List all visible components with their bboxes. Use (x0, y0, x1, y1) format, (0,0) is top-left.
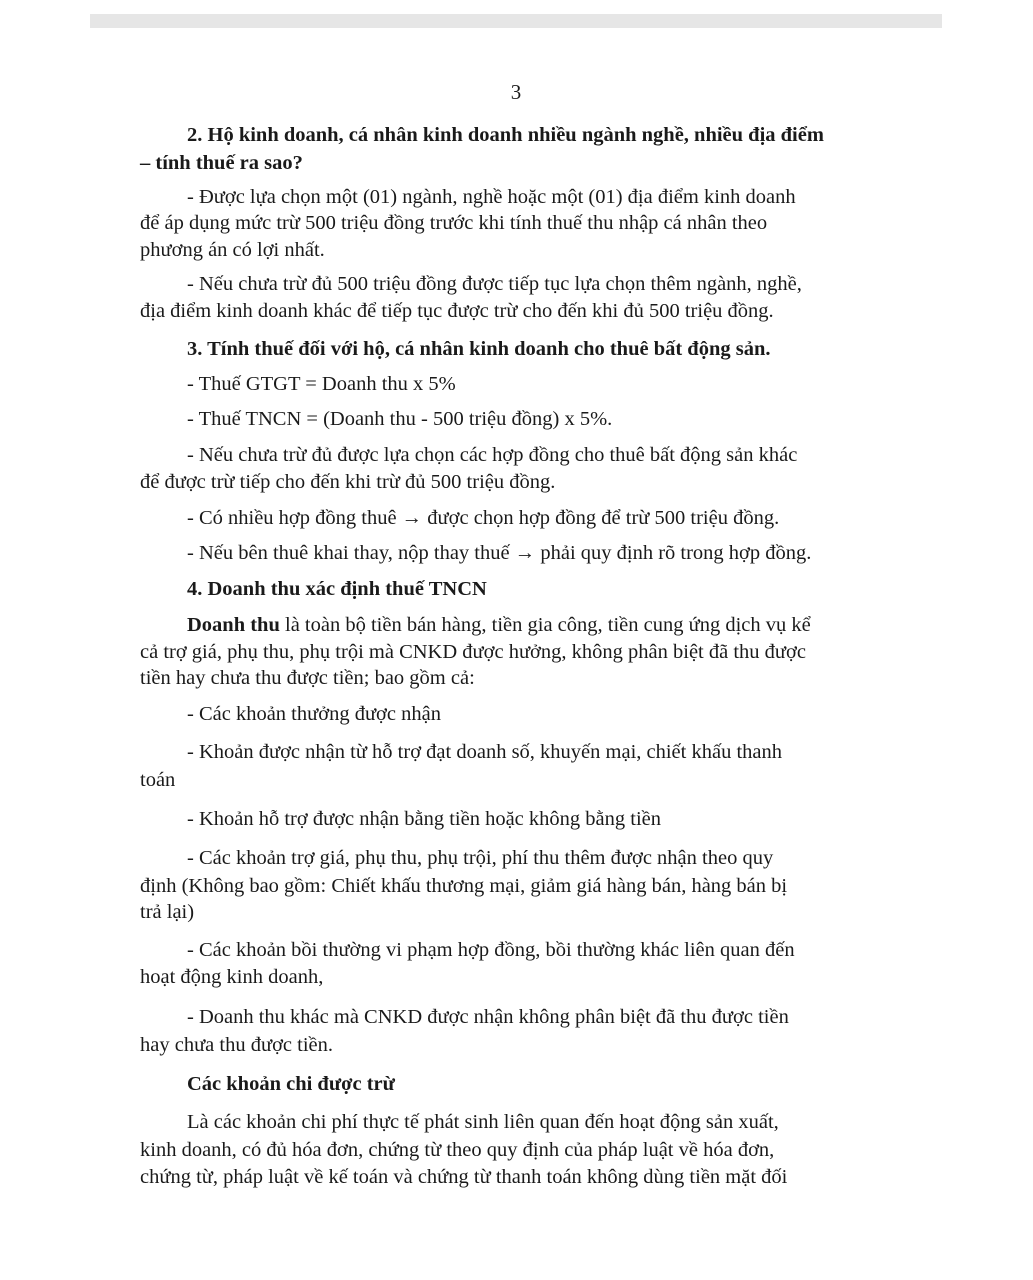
revenue-term: Doanh thu (187, 614, 280, 636)
section-4-heading: 4. Doanh thu xác định thuế TNCN (187, 578, 487, 600)
paragraph-line: chứng từ, pháp luật về kế toán và chứng từ thanh toán không dùng tiền mặt đối (140, 1166, 788, 1188)
paragraph-line: - Doanh thu khác mà CNKD được nhận không phân biệt đã thu được tiền (187, 1006, 789, 1028)
paragraph-line: toán (140, 769, 176, 791)
paragraph-line: - Nếu chưa trừ đủ được lựa chọn các hợp đồng cho thuê bất động sản khác (187, 444, 798, 466)
paragraph-line: - Thuế TNCN = (Doanh thu - 500 triệu đồng) x 5%. (187, 408, 613, 430)
paragraph-line: địa điểm kinh doanh khác để tiếp tục được trừ cho đến khi đủ 500 triệu đồng. (140, 300, 774, 322)
section-2-heading-line-2: – tính thuế ra sao? (140, 152, 303, 174)
paragraph-line: cả trợ giá, phụ thu, phụ trội mà CNKD được hưởng, không phân biệt đã thu được (140, 641, 806, 663)
paragraph-line: tiền hay chưa thu được tiền; bao gồm cả: (140, 667, 475, 689)
paragraph-line: - Nếu bên thuê khai thay, nộp thay thuế → phải quy định rõ trong hợp đồng. (187, 542, 812, 564)
paragraph-line: để được trừ tiếp cho đến khi trừ đủ 500 triệu đồng. (140, 471, 556, 493)
paragraph-line: - Các khoản trợ giá, phụ thu, phụ trội, phí thu thêm được nhận theo quy (187, 847, 774, 869)
paragraph-line: - Các khoản bồi thường vi phạm hợp đồng, bồi thường khác liên quan đến (187, 939, 795, 961)
paragraph-line: Là các khoản chi phí thực tế phát sinh liên quan đến hoạt động sản xuất, (187, 1111, 779, 1133)
paragraph-line: - Có nhiều hợp đồng thuê → được chọn hợp đồng để trừ 500 triệu đồng. (187, 507, 780, 529)
paragraph-line: hoạt động kinh doanh, (140, 966, 324, 988)
page-number: 3 (510, 80, 522, 104)
section-2-heading-line-1: 2. Hộ kinh doanh, cá nhân kinh doanh nhiều ngành nghề, nhiều địa điểm (187, 124, 824, 146)
paragraph-line: trả lại) (140, 901, 195, 923)
section-3-heading: 3. Tính thuế đối với hộ, cá nhân kinh doanh cho thuê bất động sản. (187, 338, 771, 360)
paragraph-line: phương án có lợi nhất. (140, 239, 325, 261)
paragraph-line: - Nếu chưa trừ đủ 500 triệu đồng được tiếp tục lựa chọn thêm ngành, nghề, (187, 273, 802, 295)
paragraph-line (187, 612, 811, 638)
paragraph-line: hay chưa thu được tiền. (140, 1034, 334, 1056)
paragraph-line: để áp dụng mức trừ 500 triệu đồng trước khi tính thuế thu nhập cá nhân theo (140, 212, 768, 234)
revenue-definition: là toàn bộ tiền bán hàng, tiền gia công, tiền cung ứng dịch vụ kể (279, 614, 811, 636)
paragraph-line: - Được lựa chọn một (01) ngành, nghề hoặc một (01) địa điểm kinh doanh (187, 186, 796, 208)
paragraph-line: - Khoản hỗ trợ được nhận bằng tiền hoặc không bằng tiền (187, 808, 661, 830)
paragraph-line: - Khoản được nhận từ hỗ trợ đạt doanh số, khuyến mại, chiết khấu thanh (187, 741, 782, 763)
paragraph-line: - Thuế GTGT = Doanh thu x 5% (187, 373, 456, 395)
paragraph-line: - Các khoản thưởng được nhận (187, 703, 441, 725)
paragraph-line: định (Không bao gồm: Chiết khấu thương mại, giảm giá hàng bán, hàng bán bị (140, 875, 788, 897)
document-page (140, 0, 892, 1280)
paragraph-line: kinh doanh, có đủ hóa đơn, chứng từ theo quy định của pháp luật về hóa đơn, (140, 1139, 775, 1161)
deductible-expenses-heading: Các khoản chi được trừ (187, 1073, 395, 1095)
